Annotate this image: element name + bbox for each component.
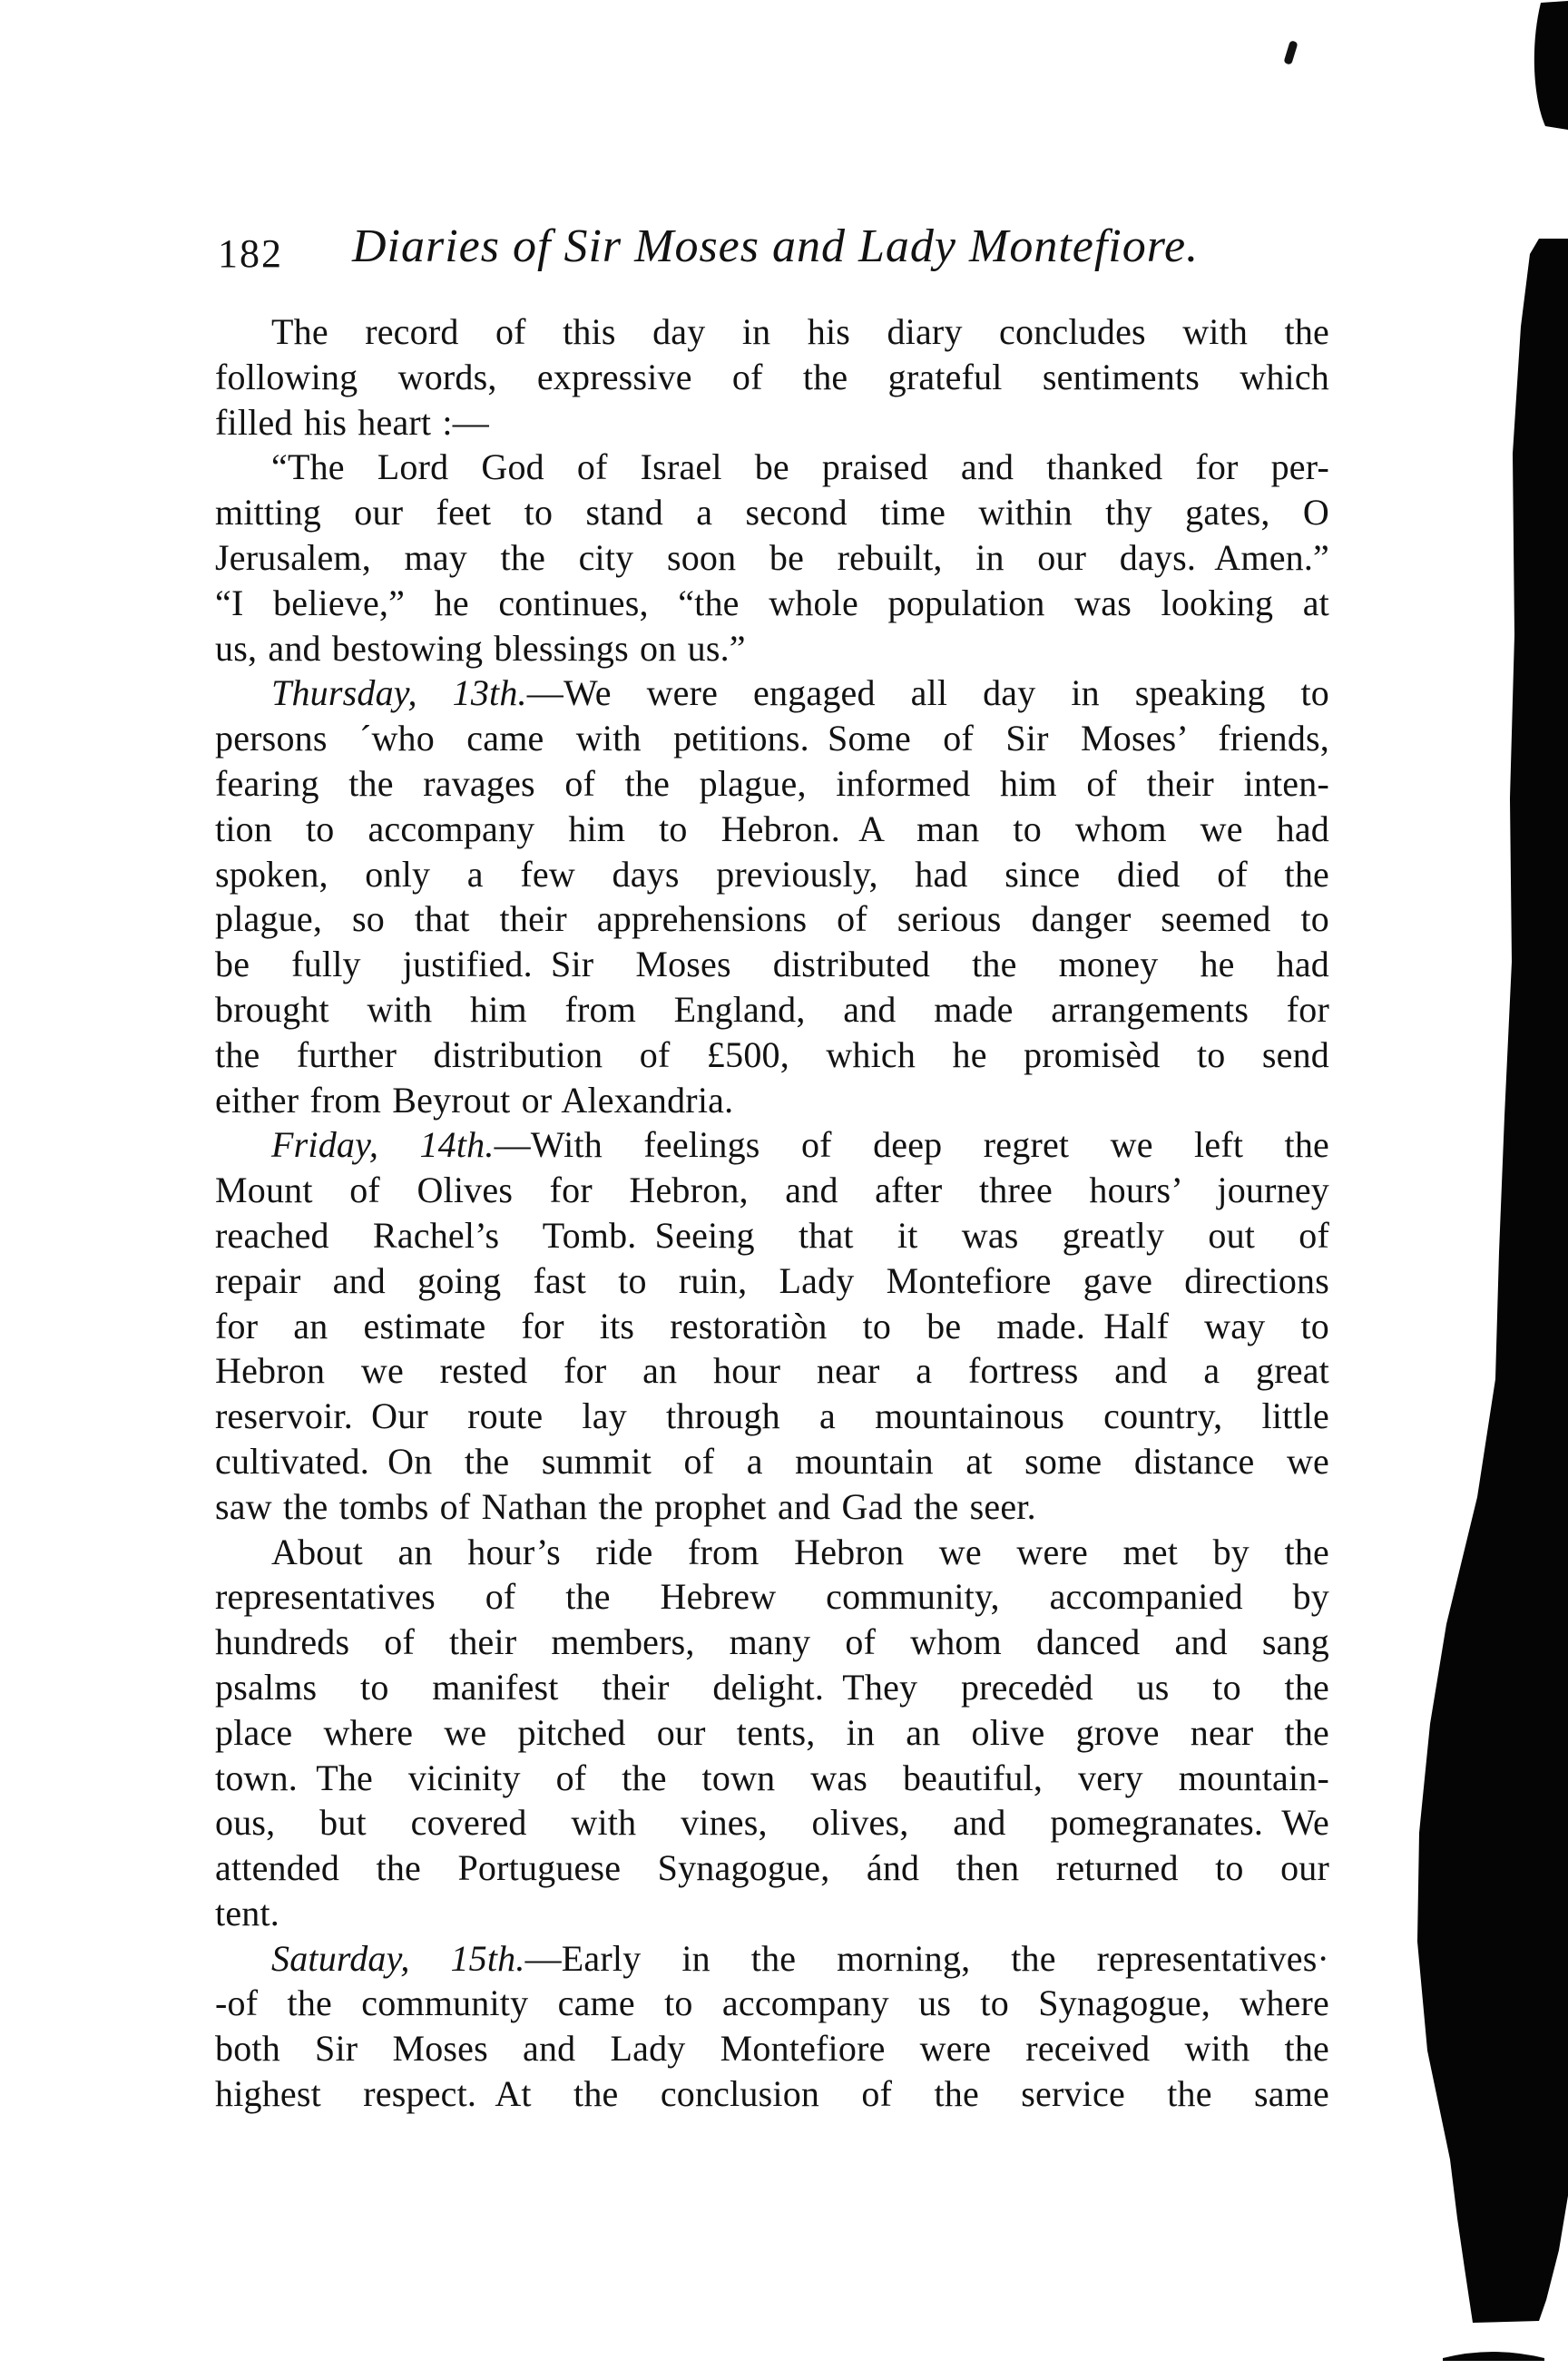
body-text: either from Beyrout or Alexandria. bbox=[215, 1079, 734, 1121]
text-line bbox=[215, 1122, 1329, 1168]
text-line bbox=[215, 1258, 1329, 1304]
text-line bbox=[215, 1710, 1329, 1756]
text-line bbox=[215, 2071, 1329, 2117]
text-line bbox=[215, 1530, 1329, 1575]
body-text: —With feelings of deep regret we left the bbox=[494, 1124, 1330, 1166]
body-text: —Early in the morning, the representatives· bbox=[524, 1937, 1329, 1979]
text-line bbox=[215, 445, 1329, 490]
body-text: repair and going fast to ruin, Lady Montefiore gave directions bbox=[215, 1259, 1329, 1301]
body-text: About an hour’s ride from Hebron we were met by the bbox=[271, 1531, 1329, 1572]
body-text: reservoir. Our route lay through a mountainous country, little bbox=[215, 1395, 1329, 1437]
text-line bbox=[215, 1756, 1329, 1801]
body-text: mitting our feet to stand a second time within thy gates, O bbox=[215, 492, 1329, 534]
body-text: plague, so that their apprehensions of serious danger seemed to bbox=[215, 898, 1329, 940]
body-text: psalms to manifest their delight. They precedėd us to the bbox=[215, 1666, 1329, 1708]
text-line bbox=[215, 400, 1329, 445]
running-title: Diaries of Sir Moses and Lady Montefiore. bbox=[352, 220, 1200, 272]
body-text: place where we pitched our tents, in an olive grove near the bbox=[215, 1711, 1329, 1753]
body-text: be fully justified. Sir Moses distributed the money he had bbox=[215, 944, 1329, 985]
body-text: attended the Portuguese Synagogue, ánd then returned to our bbox=[215, 1847, 1329, 1889]
text-line bbox=[215, 896, 1329, 942]
scan-blob-top-right bbox=[1534, 1, 1568, 130]
text-line bbox=[215, 1394, 1329, 1439]
text-line bbox=[215, 1936, 1329, 1982]
body-text: representatives of the Hebrew community, accompanied by bbox=[215, 1576, 1329, 1618]
text-line bbox=[215, 1665, 1329, 1710]
text-line bbox=[215, 626, 1329, 671]
text-line bbox=[215, 1845, 1329, 1891]
text-line bbox=[215, 2026, 1329, 2071]
scan-sliver-bottom bbox=[1443, 2352, 1544, 2361]
body-text: hundreds of their members, many of whom danced and sang bbox=[215, 1621, 1329, 1663]
ink-slash-artifact bbox=[1283, 40, 1298, 64]
text-line bbox=[215, 1078, 1329, 1123]
body-text: reached Rachel’s Tomb. Seeing that it was greatly out of bbox=[215, 1214, 1329, 1256]
text-line bbox=[215, 1574, 1329, 1620]
date-heading-text: Friday, 14th. bbox=[271, 1124, 495, 1166]
body-text: Hebron we rested for an hour near a fortress and a great bbox=[215, 1350, 1329, 1392]
text-line bbox=[215, 987, 1329, 1033]
text-line bbox=[215, 1348, 1329, 1394]
text-line bbox=[215, 581, 1329, 626]
body-text: Mount of Olives for Hebron, and after three hours’ journey bbox=[215, 1170, 1329, 1211]
scan-strip-right bbox=[1417, 239, 1568, 2323]
body-text: highest respect. At the conclusion of the service the same bbox=[215, 2073, 1329, 2115]
body-text: cultivated. On the summit of a mountain at some distance we bbox=[215, 1440, 1329, 1482]
page-number: 182 bbox=[218, 231, 283, 276]
body-text: persons ´who came with petitions. Some of Sir Moses’ friends, bbox=[215, 718, 1329, 759]
body-text: —We were engaged all day in speaking to bbox=[526, 672, 1329, 714]
text-line bbox=[215, 309, 1329, 355]
body-text: -of the community came to accompany us to Synagogue, where bbox=[215, 1982, 1329, 2024]
body-text: brought with him from England, and made arrangements for bbox=[215, 988, 1329, 1030]
body-text: following words, expressive of the grateful sentiments which bbox=[215, 356, 1329, 397]
page-body bbox=[215, 309, 1329, 2117]
right-edge-scan-artifact bbox=[1387, 0, 1568, 2369]
text-line bbox=[215, 535, 1329, 581]
body-text: “The Lord God of Israel be praised and thanked for per- bbox=[271, 446, 1329, 488]
text-line bbox=[215, 1439, 1329, 1484]
body-text: for an estimate for its restoratiòn to be made. Half way to bbox=[215, 1305, 1329, 1346]
text-line bbox=[215, 1033, 1329, 1078]
text-line bbox=[215, 852, 1329, 897]
body-text: “I believe,” he continues, “the whole population was looking at bbox=[215, 582, 1329, 623]
text-line bbox=[215, 671, 1329, 716]
body-text: tion to accompany him to Hebron. A man to whom we had bbox=[215, 808, 1329, 849]
date-heading-text: Thursday, 13th. bbox=[271, 672, 527, 714]
text-line bbox=[215, 1213, 1329, 1258]
text-line bbox=[215, 1168, 1329, 1213]
text-line bbox=[215, 1620, 1329, 1665]
text-line bbox=[215, 716, 1329, 761]
body-text: tent. bbox=[215, 1892, 279, 1933]
body-text: both Sir Moses and Lady Montefiore were received with the bbox=[215, 2028, 1329, 2070]
text-line bbox=[215, 355, 1329, 400]
body-text: ous, but covered with vines, olives, and pomegranates. We bbox=[215, 1802, 1329, 1844]
body-text: us, and bestowing blessings on us.” bbox=[215, 627, 746, 669]
text-line bbox=[215, 942, 1329, 987]
body-text: Jerusalem, may the city soon be rebuilt, in our days. Amen.” bbox=[215, 536, 1329, 578]
body-text: fearing the ravages of the plague, informed him of their inten- bbox=[215, 762, 1329, 804]
text-line bbox=[215, 1891, 1329, 1936]
date-heading-text: Saturday, 15th. bbox=[271, 1937, 525, 1979]
body-text: saw the tombs of Nathan the prophet and Gad the seer. bbox=[215, 1485, 1036, 1527]
body-text: town. The vicinity of the town was beautiful, very mountain- bbox=[215, 1757, 1329, 1798]
text-line bbox=[215, 1800, 1329, 1845]
text-line bbox=[215, 1304, 1329, 1349]
text-line bbox=[215, 1981, 1329, 2026]
body-text: The record of this day in his diary concludes with the bbox=[271, 311, 1329, 352]
text-line bbox=[215, 490, 1329, 535]
body-text: the further distribution of £500, which he promisèd to send bbox=[215, 1033, 1329, 1075]
text-line bbox=[215, 761, 1329, 807]
body-text: filled his heart :— bbox=[215, 401, 489, 443]
text-line bbox=[215, 1484, 1329, 1530]
text-line bbox=[215, 807, 1329, 852]
body-text: spoken, only a few days previously, had since died of the bbox=[215, 853, 1329, 895]
